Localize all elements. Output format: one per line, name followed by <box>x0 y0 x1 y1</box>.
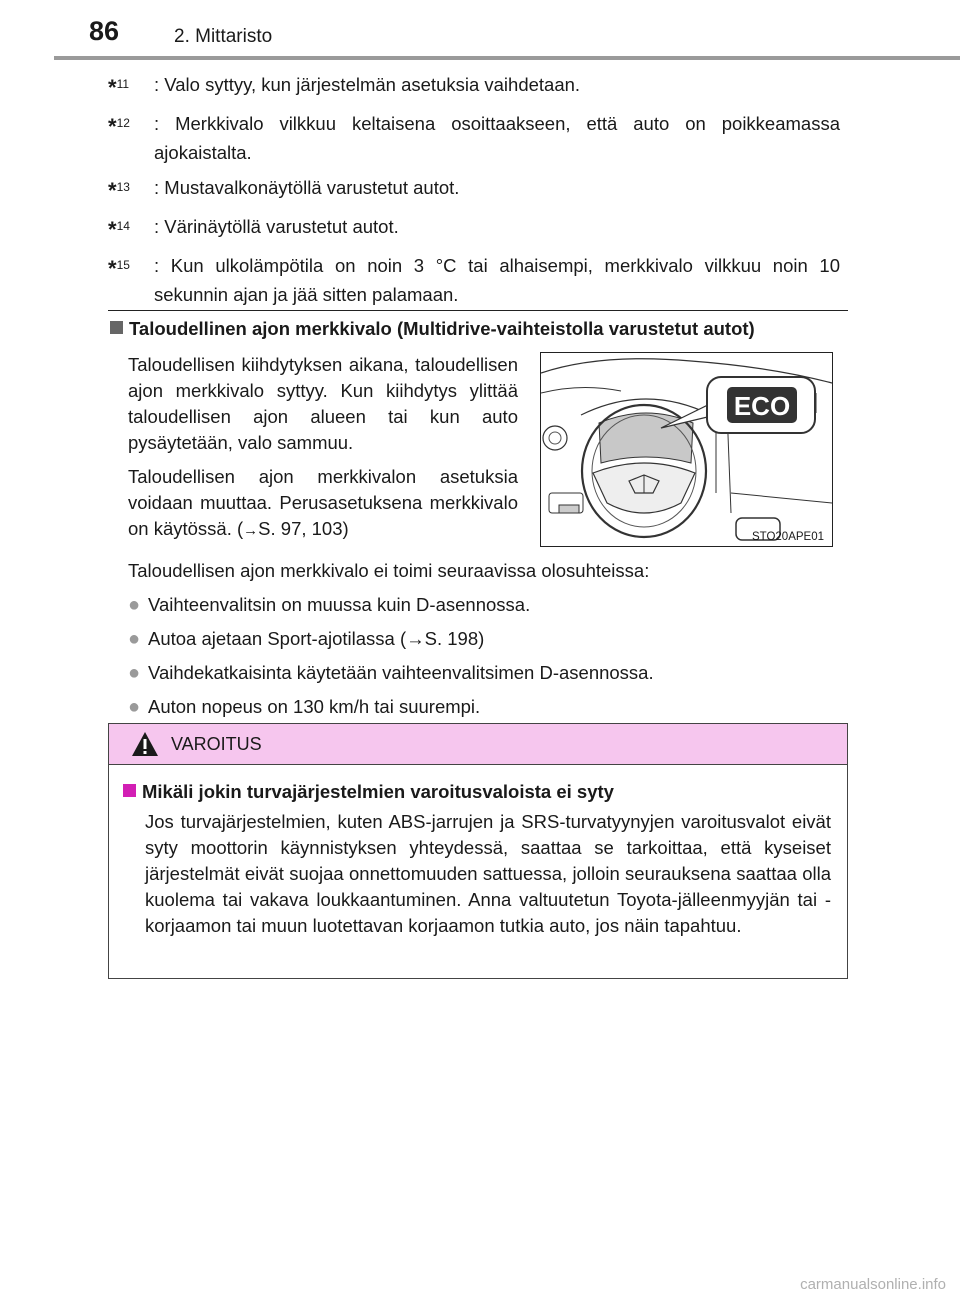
condition-text: Vaihdekatkaisinta käytetään vaihteenvalitsimen D-asennossa. <box>148 662 654 683</box>
footnote-number: 15 <box>116 258 130 272</box>
footnote-asterisk: * <box>108 114 117 139</box>
condition-text: Autoa ajetaan Sport-ajotilassa (→S. 198) <box>148 628 485 649</box>
list-item <box>128 592 848 618</box>
warning-body <box>109 765 847 939</box>
footnote-asterisk: * <box>108 178 117 203</box>
footnote-number: 12 <box>116 116 130 130</box>
eco-description <box>128 352 518 552</box>
bullet-icon: ● <box>128 594 141 616</box>
bullet-icon: ● <box>128 662 141 684</box>
eco-paragraph-1: Taloudellisen kiihdytyksen aikana, taloudellisen ajon merkkivalo syttyy. Kun kiihdytys ylittää taloudellisen ajon alueen tai kun auto pysäytetään, valo sammuu. <box>128 354 518 453</box>
footnote-number: 11 <box>116 77 130 91</box>
footnote-asterisk: * <box>108 75 117 100</box>
arrow-icon: → <box>243 522 259 539</box>
section-title: 2. Mittaristo <box>174 26 273 47</box>
warning-triangle-icon <box>131 731 159 757</box>
footnote-number: 14 <box>116 219 130 233</box>
warning-heading-text: Mikäli jokin turvajärjestelmien varoitusvaloista ei syty <box>142 781 614 802</box>
eco-heading-text: Taloudellinen ajon merkkivalo (Multidrive-vaihteistolla varustetut autot) <box>129 318 755 339</box>
footnote-text: : Värinäytöllä varustetut autot. <box>154 216 399 237</box>
footnote-item <box>108 173 840 206</box>
footnote-asterisk: * <box>108 256 117 281</box>
footnote-text: : Kun ulkolämpötila on noin 3 °C tai alhaisempi, merkkivalo vilkkuu noin 10 sekunnin ajan ja jää sitten palamaan. <box>154 255 840 305</box>
footnote-item <box>108 212 840 245</box>
footnote-text: : Valo syttyy, kun järjestelmän asetuksia vaihdetaan. <box>154 74 581 95</box>
eco-conditions <box>128 558 848 728</box>
page-reference: S. 97, 103) <box>258 518 349 539</box>
bullet-icon: ● <box>128 696 141 718</box>
heading-square-icon <box>123 784 136 797</box>
list-item <box>128 694 848 720</box>
warning-title: VAROITUS <box>171 734 262 754</box>
footnote-text: : Mustavalkonäytöllä varustetut autot. <box>154 177 460 198</box>
heading-square-icon <box>110 321 123 334</box>
warning-heading <box>123 779 831 805</box>
eco-paragraph-2 <box>128 464 518 544</box>
dashboard-figure <box>540 352 833 547</box>
bullet-icon: ● <box>128 628 141 650</box>
warning-header <box>109 724 847 765</box>
warning-text: Jos turvajärjestelmien, kuten ABS-jarrujen ja SRS-turvatyynyjen varoitusvalot eivät syty moottorin käynnistyksen yhteydessä, saattaa se tarkoittaa, että kyseiset järjestelmät eivät suojaa onnettomuuden sattuessa, jolloin seurauksena saattaa olla kuolema tai vakava loukkaantuminen. Anna valtuutetun Toyota-jälleenmyyjän tai -korjaamon tai muun luotettavan korjaamon tutkia auto, jos näin tapahtuu. <box>145 811 831 936</box>
list-item <box>128 660 848 686</box>
footnote-text: : Merkkivalo vilkkuu keltaisena osoittaakseen, että auto on poikkeamassa ajokaistalta. <box>154 113 840 163</box>
eco-section-heading <box>110 318 755 340</box>
header-rule <box>54 56 960 60</box>
footnote-number: 13 <box>116 180 130 194</box>
footnote-item <box>108 70 840 103</box>
section-divider <box>108 310 848 311</box>
eco-badge: ECO <box>733 391 791 421</box>
footnote-item <box>108 109 840 167</box>
condition-text: Vaihteenvalitsin on muussa kuin D-asennossa. <box>148 594 531 615</box>
dashboard-illustration <box>541 353 832 546</box>
footnote-item <box>108 251 840 309</box>
footnote-asterisk: * <box>108 217 117 242</box>
footnotes <box>108 70 840 315</box>
list-item <box>128 626 848 652</box>
eco-paragraph-2-text: Taloudellisen ajon merkkivalon asetuksia voidaan muuttaa. Perusasetuksena merkkivalo on käytössä. ( <box>128 466 518 539</box>
watermark: carmanualsonline.info <box>800 1276 946 1293</box>
conditions-intro: Taloudellisen ajon merkkivalo ei toimi seuraavissa olosuhteissa: <box>128 560 650 581</box>
page-number: 86 <box>88 16 120 46</box>
warning-box <box>108 723 848 979</box>
condition-text: Auton nopeus on 130 km/h tai suurempi. <box>148 696 481 717</box>
figure-label: STO20APE01 <box>751 531 824 543</box>
